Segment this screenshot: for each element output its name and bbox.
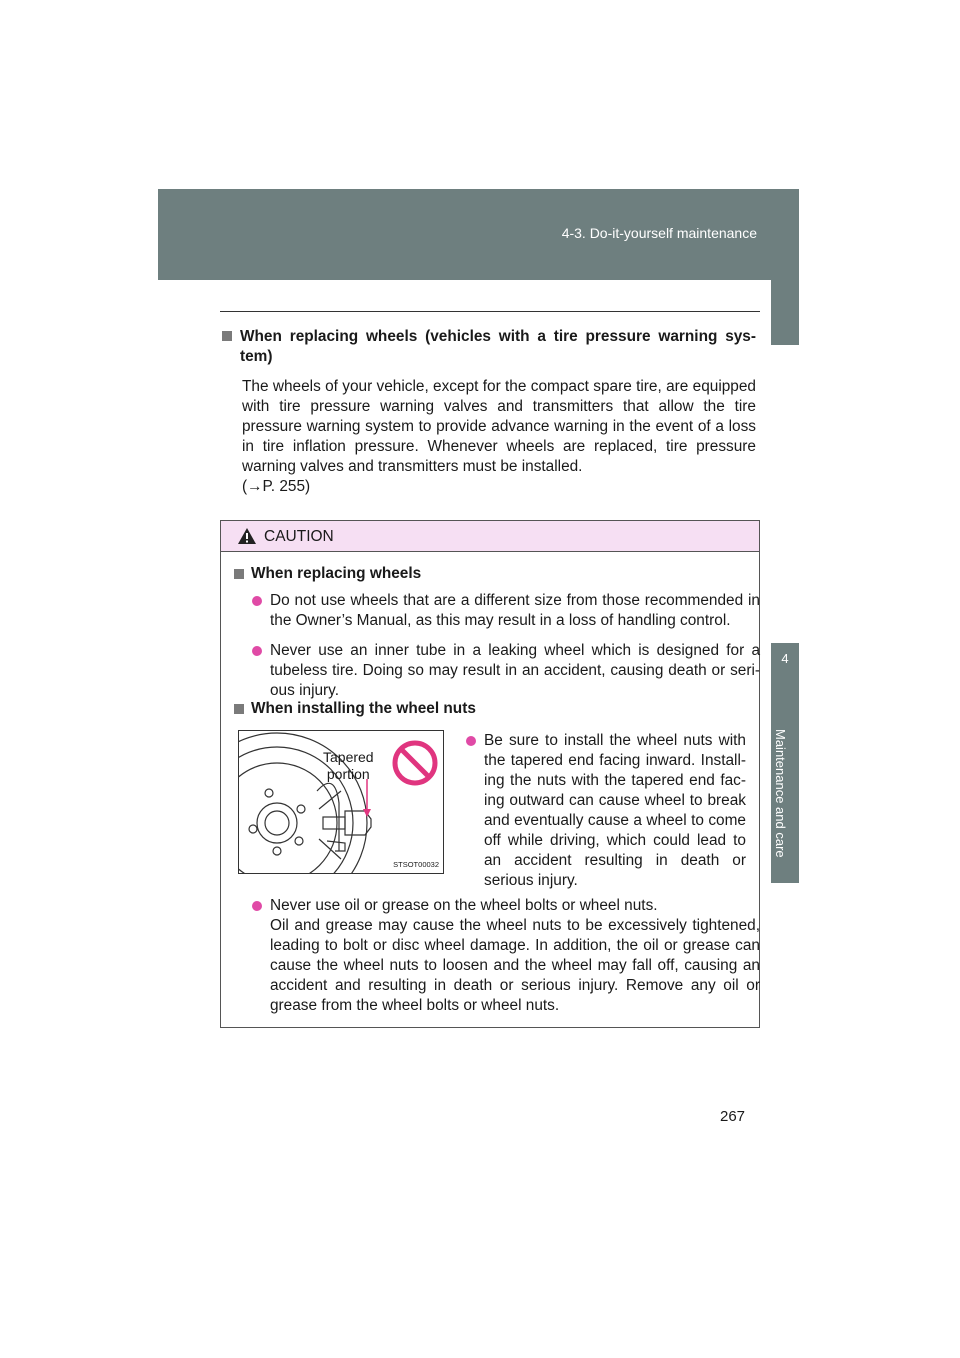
round-bullet-icon bbox=[252, 901, 262, 911]
caution-bullet-2 bbox=[252, 641, 760, 701]
caution-bullet-4-text bbox=[270, 896, 760, 1016]
square-bullet-icon bbox=[222, 331, 232, 341]
caution-box bbox=[220, 520, 760, 1028]
label-line-2: portion bbox=[326, 766, 370, 782]
square-bullet-icon bbox=[234, 569, 244, 579]
caution-bullet-2-text: Never use an inner tube in a leaking wheel which is designed for a tubeless tire. Doing so may result in an accident, causing death or seri-ous injury. bbox=[270, 642, 760, 699]
tapered-portion-label bbox=[323, 749, 374, 783]
wheel-nut-illustration bbox=[238, 730, 444, 874]
caution-header bbox=[221, 521, 759, 552]
round-bullet-icon bbox=[466, 736, 476, 746]
caution-bullet-4-line: Never use oil or grease on the wheel bolts or wheel nuts. bbox=[270, 897, 658, 914]
label-line-1: Tapered bbox=[323, 749, 374, 765]
intro-section bbox=[222, 327, 756, 497]
page-number: 267 bbox=[720, 1108, 746, 1125]
caution-bullet-3 bbox=[466, 731, 746, 891]
caution-bullet-4-detail: Oil and grease may cause the wheel nuts to be excessively tightened, leading to bolt or disc wheel damage. In addition, the oil or grease can cause the wheel nuts to loosen and the wheel may fall off, causing an accident and resulting in death or serious injury. Remove any oil or grease from the wheel bolts or wheel nuts. bbox=[270, 917, 760, 1014]
caution-bullet-1 bbox=[252, 591, 760, 631]
caution-bullet-1-text: Do not use wheels that are a different size from those recommended in the Owner’s Manual, as this may result in a loss of handling control. bbox=[270, 592, 760, 629]
figure-code: STSOT00032 bbox=[393, 860, 439, 869]
chapter-number: 4 bbox=[781, 651, 789, 666]
caution-bullet-4 bbox=[252, 896, 760, 1016]
prohibition-icon bbox=[391, 739, 439, 787]
warning-triangle-icon bbox=[237, 527, 257, 545]
intro-heading bbox=[222, 327, 756, 367]
intro-heading-text: When replacing wheels (vehicles with a tire pressure warning sys-tem) bbox=[240, 328, 756, 365]
header-band bbox=[158, 189, 799, 280]
square-bullet-icon bbox=[234, 704, 244, 714]
caution-bullet-3-text: Be sure to install the wheel nuts with the tapered end facing inward. Install-ing the nuts with the tapered end fac-ing outward can cause wheel to break and eventually cause a wheel to come off while driving, which could lead to an accident resulting in death or serious injury. bbox=[484, 732, 746, 889]
intro-body bbox=[242, 377, 756, 497]
caution-subheading-1-text: When replacing wheels bbox=[251, 565, 422, 582]
chapter-tab bbox=[771, 643, 799, 883]
round-bullet-icon bbox=[252, 596, 262, 606]
intro-body-text: The wheels of your vehicle, except for the compact spare tire, are equipped with tire pressure warning valves and transmitters that allow the tire pressure warning system to provide advance warning in the event of a loss in tire inflation pressure. Whenever wheels are replaced, tire pressure warning valves and transmitters must be installed. bbox=[242, 378, 756, 475]
top-rule bbox=[220, 311, 760, 312]
header-band-extension bbox=[771, 280, 799, 345]
section-title: 4-3. Do-it-yourself maintenance bbox=[561, 225, 757, 241]
caution-subheading-2-text: When installing the wheel nuts bbox=[251, 700, 476, 717]
chapter-title: Maintenance and care bbox=[773, 729, 788, 858]
round-bullet-icon bbox=[252, 646, 262, 656]
caution-subheading-2 bbox=[234, 700, 476, 718]
caution-title: CAUTION bbox=[264, 528, 334, 545]
intro-reference: (→P. 255) bbox=[242, 478, 311, 495]
caution-subheading-1 bbox=[234, 565, 421, 583]
